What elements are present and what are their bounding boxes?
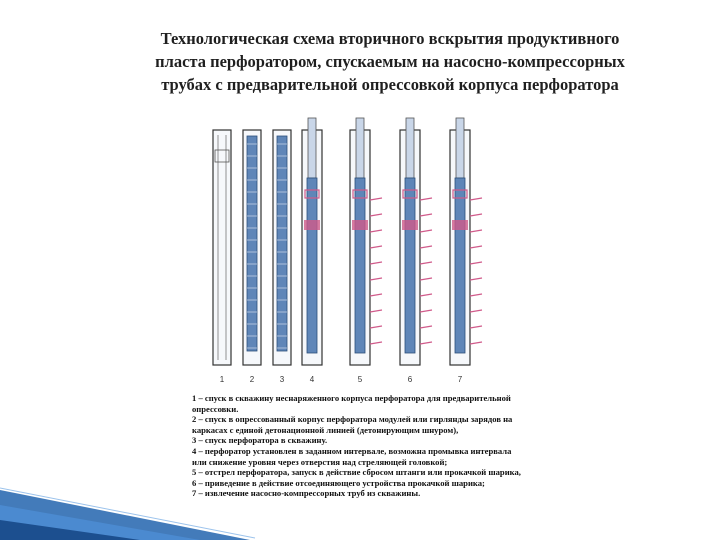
legend-line: 3 – спуск перфоратора в скважину.: [192, 435, 328, 446]
perforation-jet: [370, 262, 382, 264]
well-casing-stage-1: [213, 130, 231, 365]
perforation-jet: [370, 278, 382, 280]
perforation-jet: [420, 246, 432, 248]
perforation-jet: [470, 262, 482, 264]
legend-line: 7 – извлечение насосно-компрессорных труб из скважины.: [192, 488, 421, 499]
stage-number-4: 4: [309, 375, 315, 384]
perforation-jet: [370, 230, 382, 232]
perforation-jet: [420, 294, 432, 296]
perforation-jet: [420, 214, 432, 216]
perforator-body: [405, 178, 415, 353]
perforation-scheme-diagram: [190, 100, 580, 390]
legend-line: опрессовки.: [192, 403, 239, 414]
perforation-jet: [370, 214, 382, 216]
legend-line: 4 – перфоратор установлен в заданном интервале, возможна промывка интервала: [192, 445, 512, 456]
stage-number-7: 7: [457, 375, 463, 384]
stage-number-2: 2: [249, 375, 255, 384]
legend-line: 1 – спуск в скважину неснаряженного корпуса перфоратора для предварительной: [192, 393, 511, 403]
perforation-marker: [452, 220, 468, 230]
perforator-body: [307, 178, 317, 353]
perforation-jet: [470, 342, 482, 344]
legend-line: 5 – отстрел перфоратора, запуск в действие сбросом штанги или прокачкой шарика,: [192, 467, 521, 478]
perforation-jet: [470, 246, 482, 248]
perforation-marker: [402, 220, 418, 230]
title-line-2: пласта перфоратором, спускаемым на насосно-компрессорных: [155, 52, 625, 71]
perforation-jet: [370, 294, 382, 296]
perforation-jet: [470, 230, 482, 232]
stage-number-5: 5: [357, 375, 363, 384]
legend-line: 2 – спуск в опрессованный корпус перфоратора модулей или гирлянды зарядов на: [192, 414, 513, 425]
title-line-1: Технологическая схема вторичного вскрытия продуктивного: [160, 29, 620, 48]
perforation-jet: [420, 278, 432, 280]
perforation-jet: [420, 326, 432, 328]
stage-number-3: 3: [279, 375, 285, 384]
legend-line: каркасах с единой детонационной линией (детонирующим шнуром),: [192, 424, 459, 435]
perforation-jet: [420, 230, 432, 232]
perforator-body: [355, 178, 365, 353]
perforation-marker: [304, 220, 320, 230]
perforation-jet: [420, 262, 432, 264]
stage-number-1: 1: [219, 375, 225, 384]
stage-number-6: 6: [407, 375, 413, 384]
perforation-jet: [470, 310, 482, 312]
perforation-jet: [370, 310, 382, 312]
perforation-jet: [370, 198, 382, 200]
perforation-jet: [370, 246, 382, 248]
perforation-jet: [370, 326, 382, 328]
slide-title: [90, 27, 690, 96]
corner-decoration: [0, 450, 260, 540]
tubing-string: [308, 118, 316, 178]
perforation-jet: [470, 278, 482, 280]
perforation-jet: [470, 214, 482, 216]
perforation-jet: [370, 342, 382, 344]
perforator-body: [455, 178, 465, 353]
perforation-jet: [470, 294, 482, 296]
perforation-jet: [470, 326, 482, 328]
perforation-marker: [352, 220, 368, 230]
tubing-string: [406, 118, 414, 178]
tubing-string: [356, 118, 364, 178]
legend-line: или снижение уровня через отверстия над стреляющей головкой;: [192, 456, 448, 467]
legend-line: 6 – приведение в действие отсоединяющего устройства прокачкой шарика;: [192, 477, 485, 488]
perforation-jet: [420, 198, 432, 200]
perforation-jet: [420, 342, 432, 344]
perforation-jet: [470, 198, 482, 200]
perforation-jet: [420, 310, 432, 312]
title-line-3: трубах с предварительной опрессовкой корпуса перфоратора: [161, 75, 619, 94]
tubing-string: [456, 118, 464, 178]
